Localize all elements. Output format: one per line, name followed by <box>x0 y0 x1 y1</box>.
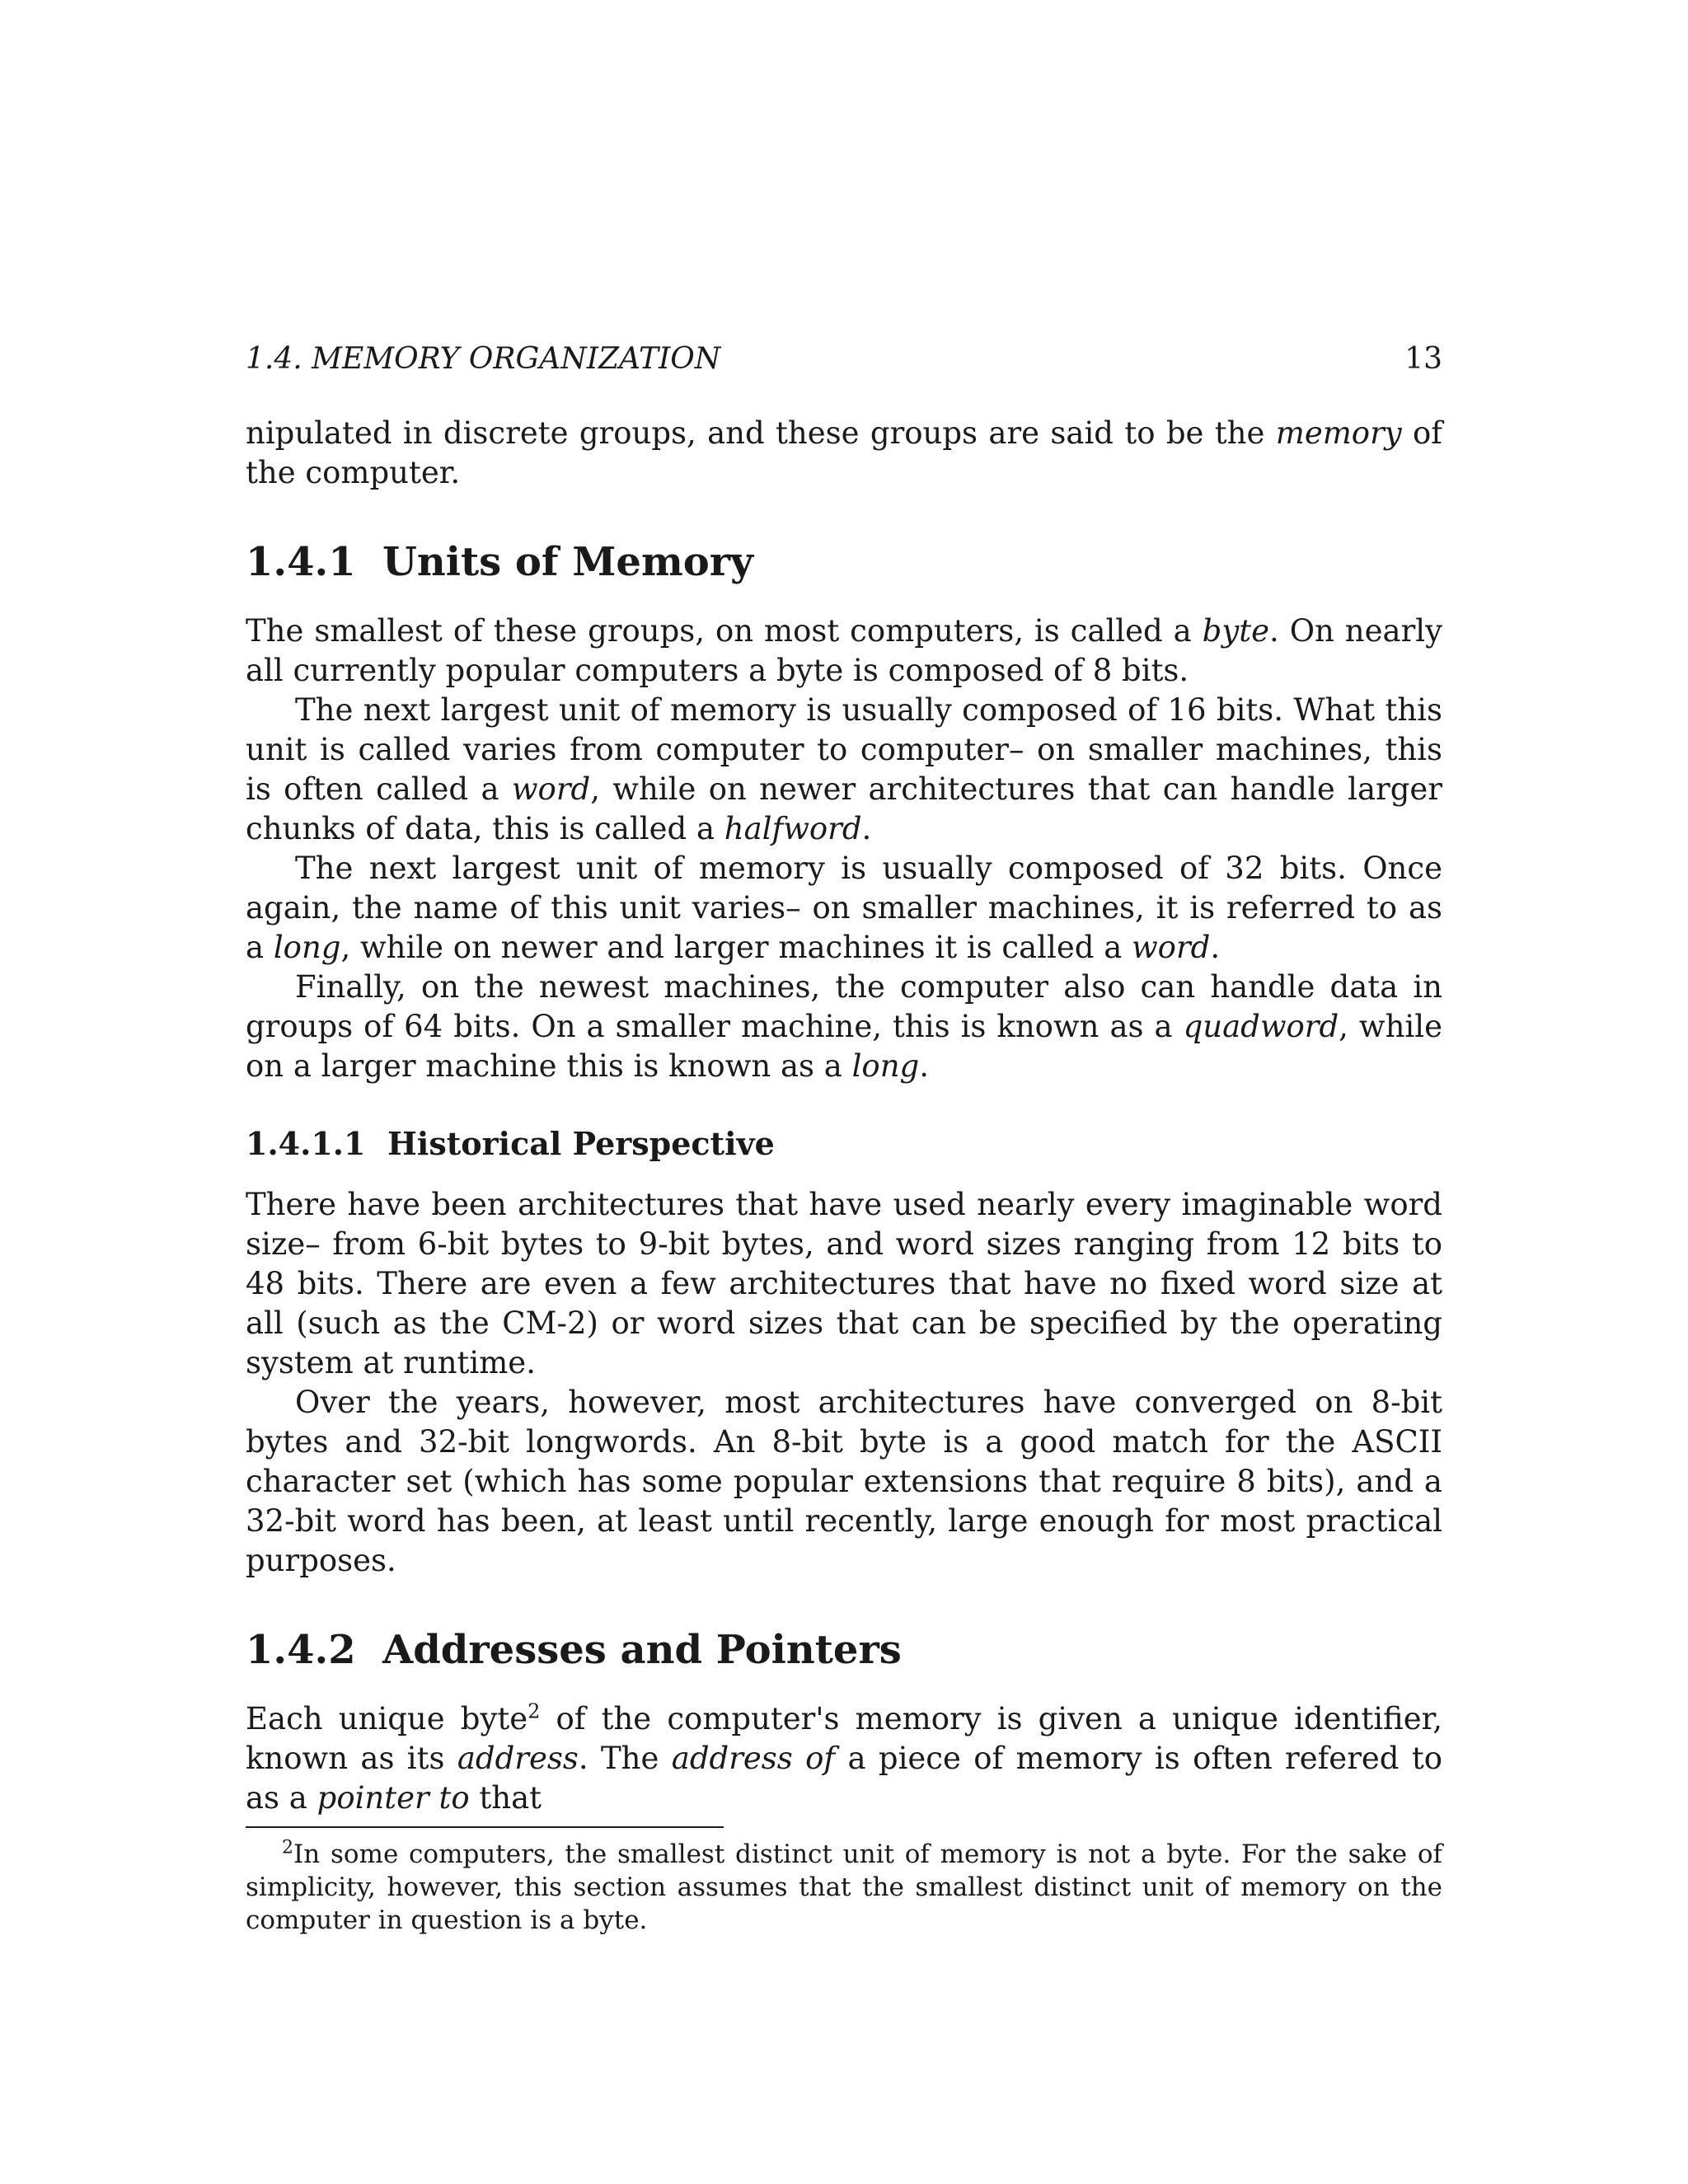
paragraph-64-bits <box>246 968 1442 1086</box>
page-number: 13 <box>1404 342 1442 376</box>
text-run: . On nearly all currently popular computers a byte is composed of 8 bits. <box>246 613 1443 688</box>
section-heading-addresses-and-pointers <box>246 1625 1442 1675</box>
section-title: Units of Memory <box>382 539 753 585</box>
text-run: The next largest unit of memory is usually composed of 16 bits. What this unit is called varies from computer to computer– on smaller machines, this is often called a <box>246 692 1442 807</box>
section-heading-units-of-memory <box>246 537 1442 587</box>
text-run: , while on a larger machine this is known as a <box>246 1009 1442 1084</box>
paragraph-converged: Over the years, however, most architectures have converged on 8-bit bytes and 32-bit longwords. An 8-bit byte is a good match for the ASCII character set (which has some popular extensions that require 8 bits), and a 32-bit word has been, at least until recently, large enough for most practical purposes. <box>246 1385 1442 1578</box>
footnote <box>246 1838 1442 1937</box>
text-run: that <box>469 1780 542 1816</box>
subsection-heading-historical-perspective <box>246 1124 1442 1164</box>
text-run: . The <box>578 1741 672 1776</box>
text-run: , while on newer architectures that can handle larger chunks of data, this is called a <box>246 771 1442 846</box>
paragraph-byte <box>246 612 1442 691</box>
emphasis-long: long <box>273 930 341 965</box>
text-run: Each unique byte <box>246 1701 528 1736</box>
text-run: Finally, on the newest machines, the computer also can handle data in groups of 64 bits. On a smaller machine, this is known as a <box>246 969 1442 1044</box>
intro-text-2: of the computer. <box>246 415 1443 490</box>
emphasis-long: long <box>851 1048 920 1084</box>
footnote-reference[interactable]: 2 <box>528 1699 541 1723</box>
footnote-marker: 2 <box>282 1837 293 1858</box>
paragraph-32-bits <box>246 849 1442 968</box>
text-run: of the computer's memory is given a unique identifier, known as its <box>246 1701 1442 1776</box>
intro-paragraph <box>246 414 1442 493</box>
footnote-divider <box>246 1826 724 1828</box>
intro-text-1: nipulated in discrete groups, and these groups are said to be the <box>246 415 1276 451</box>
emphasis-byte: byte <box>1202 613 1269 649</box>
paragraph-word-sizes: There have been architectures that have used nearly every imaginable word size– from 6-bit bytes to 9-bit bytes, and word sizes ranging from 12 bits to 48 bits. There are even a few architectures that have no fixed word size at all (such as the CM-2) or word sizes that can be specified by the operating system at runtime. <box>246 1187 1442 1380</box>
text-run: . <box>861 811 872 846</box>
emphasis-pointer-to: pointer to <box>316 1780 470 1816</box>
footnote-text: In some computers, the smallest distinct unit of memory is not a byte. For the sake of simplicity, however, this section assumes that the smallest distinct unit of memory on the computer in question is a byte. <box>246 1840 1442 1935</box>
text-run: . <box>919 1048 929 1084</box>
text-run: a piece of memory is often refered to as a <box>246 1741 1442 1816</box>
document-page <box>246 340 1442 1937</box>
text-run: , while on newer and larger machines it is called a <box>340 930 1132 965</box>
paragraph-16-bits <box>246 691 1442 849</box>
emphasis-address-of: address of <box>671 1741 836 1776</box>
emphasis-address: address <box>457 1741 579 1776</box>
emphasis-word: word <box>511 771 591 807</box>
section-number: 1.4.1 <box>246 539 356 585</box>
section-number: 1.4.2 <box>246 1627 356 1673</box>
section-title: Addresses and Pointers <box>382 1627 902 1673</box>
text-run: The smallest of these groups, on most computers, is called a <box>246 613 1203 649</box>
paragraph-address <box>246 1699 1442 1818</box>
running-header <box>246 340 1442 379</box>
text-run: The next largest unit of memory is usually composed of 32 bits. Once again, the name of this unit varies– on smaller machines, it is referred to as a <box>246 851 1442 965</box>
subsection-title: Historical Perspective <box>387 1125 775 1162</box>
subsection-number: 1.4.1.1 <box>246 1125 366 1162</box>
emphasis-word: word <box>1132 930 1211 965</box>
emphasis-halfword: halfword <box>724 811 862 846</box>
intro-emphasis: memory <box>1275 415 1402 451</box>
running-header-title: 1.4. MEMORY ORGANIZATION <box>246 342 721 376</box>
text-run: . <box>1210 930 1221 965</box>
emphasis-quadword: quadword <box>1183 1009 1339 1044</box>
